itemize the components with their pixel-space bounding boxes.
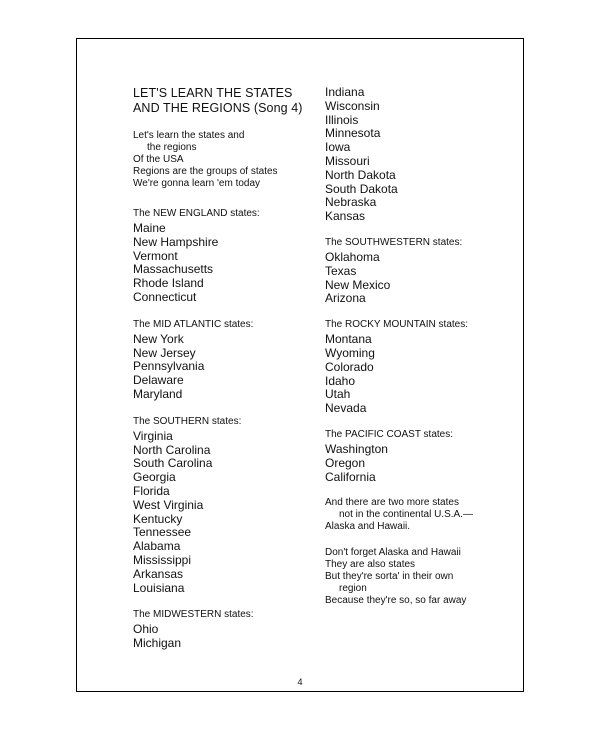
- lyric-line: not in the continental U.S.A.—: [339, 509, 473, 521]
- lyric-line: the regions: [147, 142, 197, 153]
- state-name: Missouri: [325, 153, 370, 168]
- state-name: Alabama: [133, 539, 181, 554]
- state-name: Maine: [133, 221, 166, 235]
- state-name: Montana: [325, 332, 372, 347]
- state-name: Connecticut: [133, 289, 197, 304]
- lyric-line: We're gonna learn 'em today: [133, 178, 261, 189]
- region-midwestern-part-1: [133, 609, 313, 651]
- state-name: Pennsylvania: [133, 359, 205, 374]
- state-name: Texas: [325, 263, 357, 278]
- state-name: New Jersey: [133, 345, 196, 360]
- state-name: Delaware: [133, 373, 184, 388]
- lyric-line: But they're sorta' in their own: [325, 571, 454, 583]
- state-name: California: [325, 469, 376, 484]
- state-name: Washington: [325, 441, 388, 456]
- state-name: Oklahoma: [325, 249, 380, 264]
- state-name: Massachusetts: [133, 262, 214, 277]
- state-name: South Carolina: [133, 456, 213, 471]
- state-name: Arkansas: [133, 566, 184, 581]
- lyric-line: Of the USA: [133, 154, 184, 165]
- state-name: Oregon: [325, 455, 366, 470]
- lyric-line: Let's learn the states and: [133, 130, 245, 141]
- left-column: [133, 86, 313, 665]
- state-name: Ohio: [133, 622, 159, 637]
- lyric-line: Alaska and Hawaii.: [325, 521, 411, 533]
- lyric-line: And there are two more states: [325, 497, 459, 509]
- state-name: Maryland: [133, 386, 183, 401]
- state-name: Michigan: [133, 636, 182, 651]
- lyric-line: Don't forget Alaska and Hawaii: [325, 547, 461, 559]
- region-midwestern-part-2: [325, 86, 515, 224]
- state-name: New Mexico: [325, 277, 391, 292]
- state-name: North Dakota: [325, 167, 396, 182]
- region-southern: [133, 416, 313, 596]
- lyric-line: They are also states: [325, 559, 416, 571]
- outro-verse-2: [325, 547, 515, 607]
- lyric-line: Regions are the groups of states: [133, 166, 278, 177]
- region-heading: The SOUTHERN states:: [133, 415, 242, 427]
- state-name: Tennessee: [133, 525, 192, 540]
- state-name: North Carolina: [133, 442, 211, 457]
- state-name: Kentucky: [133, 511, 183, 526]
- state-name: Nevada: [325, 401, 367, 416]
- region-new-england: [133, 208, 313, 305]
- lyric-line: Because they're so, so far away: [325, 595, 467, 607]
- state-name: Colorado: [325, 359, 374, 374]
- song-title: [133, 86, 313, 116]
- state-name: Mississippi: [133, 552, 192, 567]
- region-southwestern: [325, 237, 515, 306]
- region-heading: The SOUTHWESTERN states:: [325, 236, 463, 248]
- state-name: Wyoming: [325, 345, 375, 360]
- state-name: Rhode Island: [133, 276, 204, 291]
- region-heading: The PACIFIC COAST states:: [325, 428, 453, 440]
- region-mid-atlantic: [133, 319, 313, 402]
- title-line-2: AND THE REGIONS (Song 4): [133, 101, 303, 115]
- state-name: Iowa: [325, 140, 351, 155]
- state-name: New Hampshire: [133, 234, 219, 249]
- state-name: West Virginia: [133, 497, 204, 512]
- state-name: Vermont: [133, 248, 178, 263]
- state-name: South Dakota: [325, 181, 398, 196]
- state-name: Utah: [325, 387, 351, 402]
- state-name: Nebraska: [325, 195, 377, 210]
- page-number: 4: [297, 677, 303, 687]
- lyric-line: region: [339, 583, 367, 595]
- region-rocky-mountain: [325, 319, 515, 416]
- state-name: Virginia: [133, 428, 173, 443]
- state-name: Georgia: [133, 470, 176, 485]
- region-heading: The ROCKY MOUNTAIN states:: [325, 319, 468, 331]
- state-name: Idaho: [325, 373, 356, 388]
- outro-verse-1: [325, 497, 515, 533]
- intro-lyrics: [133, 130, 313, 190]
- state-name: Florida: [133, 483, 170, 498]
- state-name: Arizona: [325, 291, 366, 306]
- region-heading: The MIDWESTERN states:: [133, 609, 254, 621]
- right-column: [325, 86, 515, 621]
- state-name: Wisconsin: [325, 98, 380, 113]
- state-name: Kansas: [325, 209, 366, 224]
- state-name: Indiana: [325, 85, 365, 99]
- region-pacific-coast: [325, 429, 515, 484]
- region-heading: The NEW ENGLAND states:: [133, 208, 260, 219]
- title-line-1: LET'S LEARN THE STATES: [133, 86, 293, 100]
- state-name: Louisiana: [133, 580, 185, 595]
- state-name: Illinois: [325, 112, 359, 127]
- state-name: Minnesota: [325, 126, 381, 141]
- state-name: New York: [133, 331, 184, 346]
- region-heading: The MID ATLANTIC states:: [133, 318, 254, 330]
